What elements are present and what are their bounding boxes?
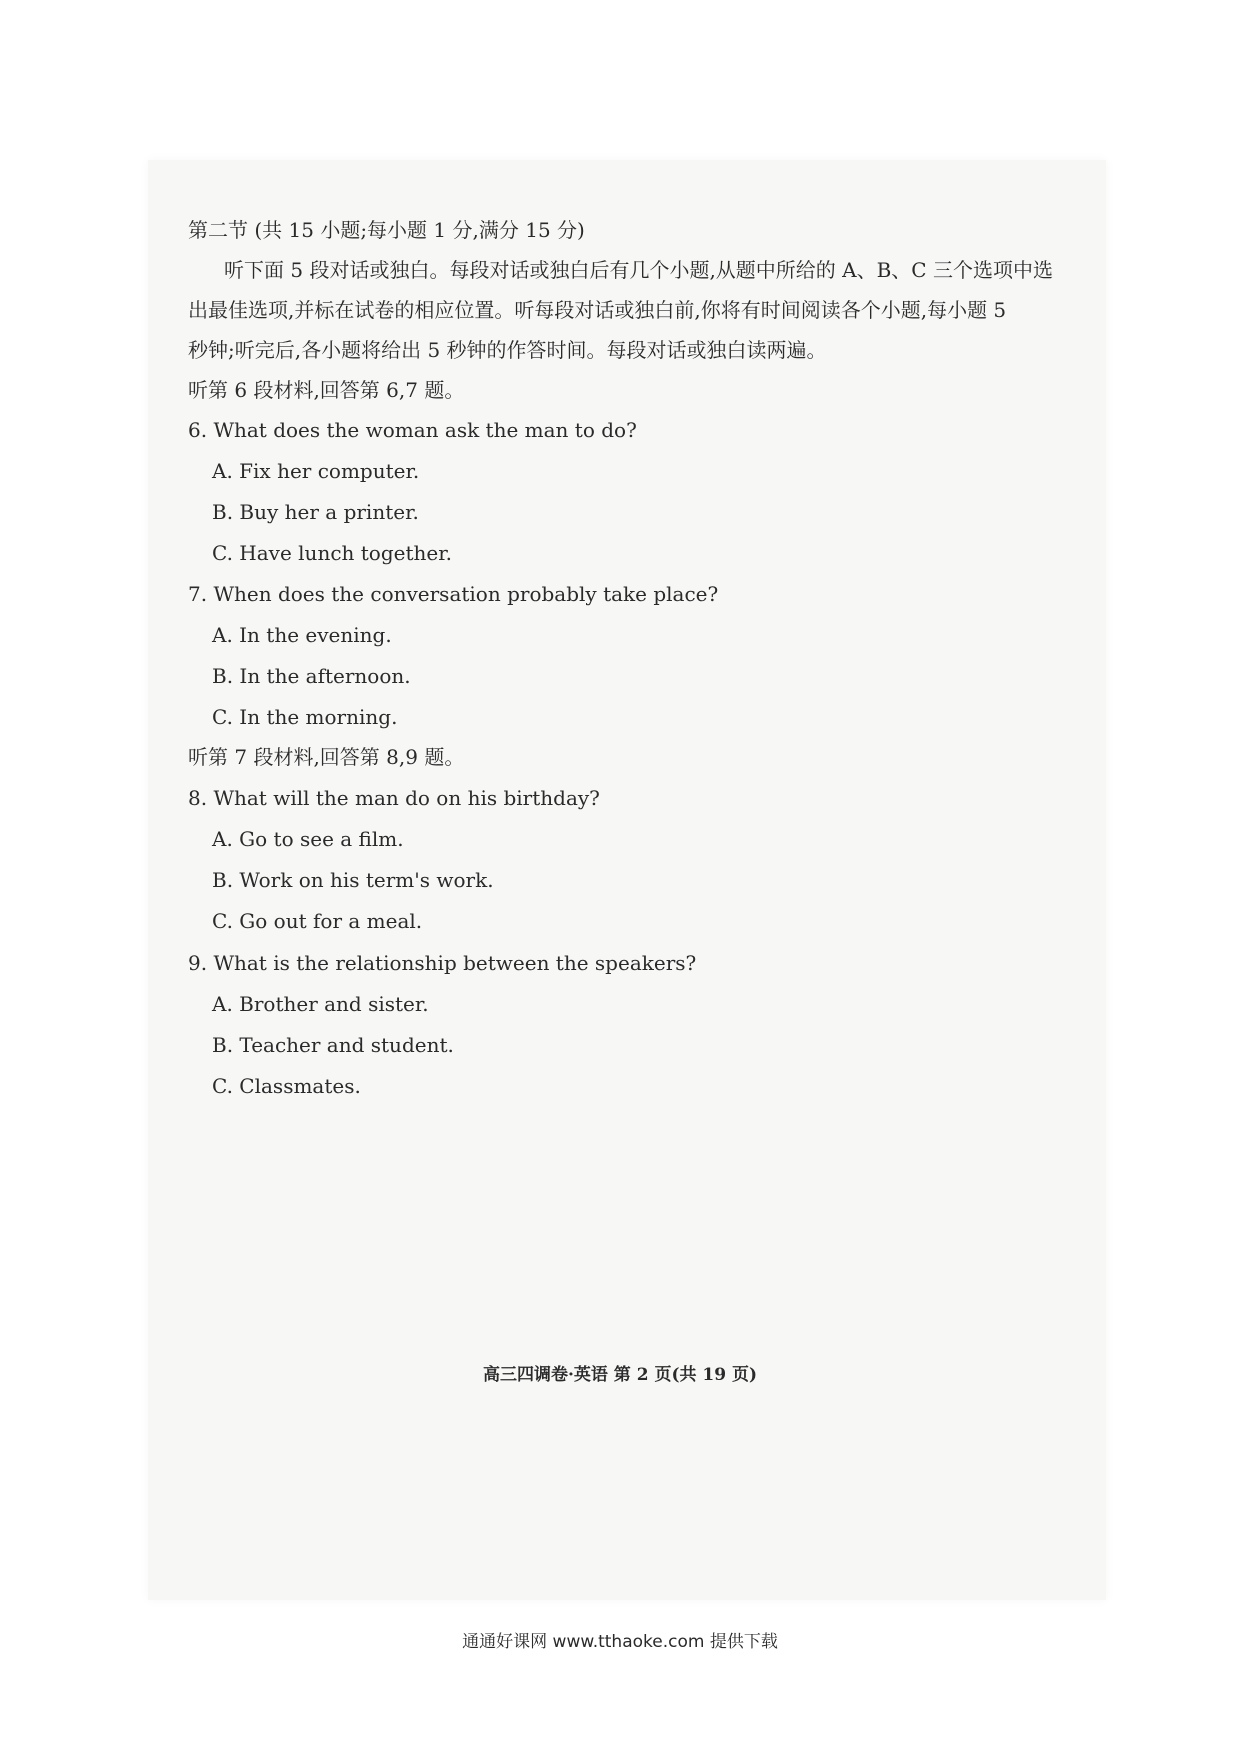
question-6-option-b: B. Buy her a printer. xyxy=(212,500,419,524)
question-6-stem: 6. What does the woman ask the man to do? xyxy=(188,418,637,442)
question-7-option-c: C. In the morning. xyxy=(212,705,398,729)
instruction-line-3: 秒钟;听完后,各小题将给出 5 秒钟的作答时间。每段对话或独白读两遍。 xyxy=(188,338,827,362)
group-intro-2: 听第 7 段材料,回答第 8,9 题。 xyxy=(188,745,465,769)
question-7-option-b: B. In the afternoon. xyxy=(212,664,411,688)
question-8-stem: 8. What will the man do on his birthday? xyxy=(188,786,600,810)
question-6-option-c: C. Have lunch together. xyxy=(212,541,452,565)
question-8-option-a: A. Go to see a film. xyxy=(212,827,404,851)
question-7-stem: 7. When does the conversation probably take place? xyxy=(188,582,719,606)
question-6-option-a: A. Fix her computer. xyxy=(212,459,420,483)
instruction-line-2: 出最佳选项,并标在试卷的相应位置。听每段对话或独白前,你将有时间阅读各个小题,每小题 5 xyxy=(188,298,1007,322)
question-8-option-c: C. Go out for a meal. xyxy=(212,909,423,933)
question-8-option-b: B. Work on his term's work. xyxy=(212,868,494,892)
site-footer: 通通好课网 www.tthaoke.com 提供下载 xyxy=(462,1632,778,1652)
question-9-option-b: B. Teacher and student. xyxy=(212,1033,454,1057)
section-heading: 第二节 (共 15 小题;每小题 1 分,满分 15 分) xyxy=(188,218,585,242)
question-9-stem: 9. What is the relationship between the speakers? xyxy=(188,951,697,975)
group-intro-1: 听第 6 段材料,回答第 6,7 题。 xyxy=(188,378,465,402)
page-footer: 高三四调卷·英语 第 2 页(共 19 页) xyxy=(482,1365,758,1385)
question-9-option-c: C. Classmates. xyxy=(212,1074,361,1098)
question-7-option-a: A. In the evening. xyxy=(212,623,392,647)
question-9-option-a: A. Brother and sister. xyxy=(212,992,429,1016)
instruction-line-1: 听下面 5 段对话或独白。每段对话或独白后有几个小题,从题中所给的 A、B、C 三个选项中选 xyxy=(224,258,1053,282)
